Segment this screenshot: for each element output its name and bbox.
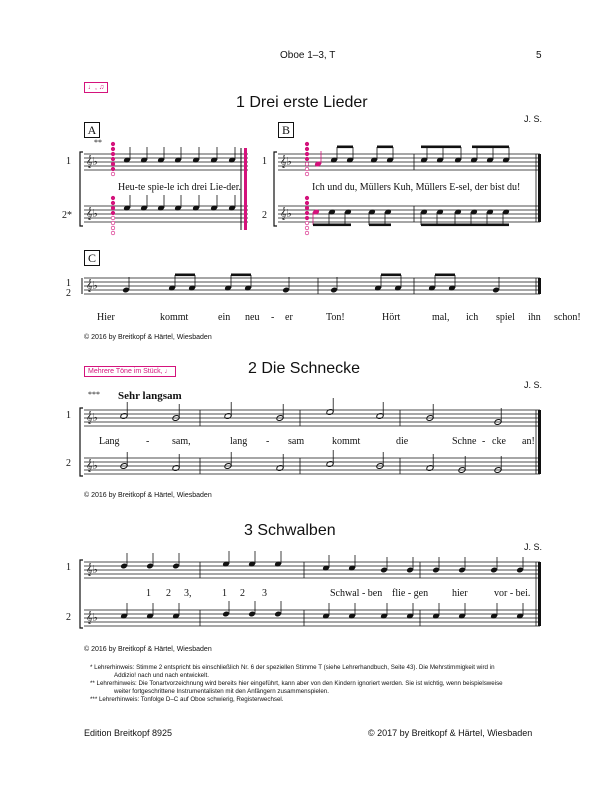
clef-key-signature: 𝄞♭	[86, 279, 98, 292]
lyric-syllable: ich	[466, 312, 479, 323]
fingering-dot	[305, 162, 309, 166]
lyric-syllable: Lang	[99, 436, 120, 447]
fingering-dot	[111, 211, 115, 215]
staff-label: 1	[66, 410, 71, 421]
system-bracket	[80, 560, 83, 628]
copyright: © 2016 by Breitkopf & Härtel, Wiesbaden	[84, 492, 212, 499]
system-bracket	[80, 408, 83, 476]
beam	[435, 274, 455, 277]
lyric-syllable: Schne	[452, 436, 477, 447]
lyric-syllable: er	[285, 312, 293, 323]
song-title: 2 Die Schnecke	[248, 360, 361, 377]
footnote-line: * Lehrerhinweis: Stimme 2 entspricht bis einschließlich Nr. 6 der speziellen Stimme T (siehe Lehrerhandbuch, Seite 43). Die Mehrstimmigkeit wird in	[90, 664, 495, 671]
lyric-syllable: an!	[522, 436, 535, 447]
beam	[231, 274, 251, 277]
lyric-syllable: 2	[166, 588, 171, 599]
fingering-dot	[305, 172, 309, 176]
fingering-dot	[305, 196, 309, 200]
fingering-dot	[305, 206, 309, 210]
lyric-syllable: Schwal - ben	[330, 588, 383, 599]
staff-label: 2	[262, 210, 267, 221]
final-barline	[538, 410, 541, 474]
system-bracket	[274, 152, 277, 226]
clef-key-signature: 𝄞♭	[86, 563, 98, 576]
fingering-dot	[305, 201, 309, 205]
copyright: © 2016 by Breitkopf & Härtel, Wiesbaden	[84, 334, 212, 341]
footnote-line: weiter fortgeschrittene Instrumentalisten mit den Anfängern zusammenspielen.	[114, 688, 329, 695]
fingering-dot	[111, 172, 115, 176]
footnote-line: ** Lehrerhinweis: Die Tonartvorzeichnung wird bereits hier eingeführt, kann aber von den Kindern ignoriert werden. Sie ist wichtig, wenn beispielsweise	[90, 680, 503, 687]
beam	[421, 224, 509, 227]
beam	[313, 224, 351, 227]
lyric-syllable: mal,	[432, 312, 450, 323]
footnote-marker: **	[94, 138, 102, 147]
beam	[381, 274, 401, 277]
lyric-syllable: vor - bei.	[494, 588, 531, 599]
staff-label: 2	[66, 612, 71, 623]
fingering-dot	[111, 221, 115, 225]
final-barline	[538, 278, 541, 294]
lyric-syllable: flie - gen	[392, 588, 429, 599]
lyric-syllable: ihn	[528, 312, 541, 323]
lyric-syllable: ein	[218, 312, 231, 323]
fingering-dot	[111, 206, 115, 210]
beam	[472, 146, 509, 149]
fingering-dot	[305, 221, 309, 225]
lyric-syllable: neu	[245, 312, 260, 323]
fingering-dot	[305, 216, 309, 220]
song-title: 1 Drei erste Lieder	[236, 94, 368, 111]
lyric-syllable: -	[146, 436, 150, 447]
fingering-dot	[305, 211, 309, 215]
lyric-syllable: 3	[262, 588, 267, 599]
lyric-syllable: sam,	[172, 436, 191, 447]
clef-key-signature: 𝄞♭	[86, 411, 98, 424]
lyric-syllable: 1	[222, 588, 227, 599]
fingering-dot	[111, 167, 115, 171]
clef-key-signature: 𝄞♭	[86, 459, 98, 472]
staff-label: 1	[262, 156, 267, 167]
rhythm-tag: ♩, ♫	[84, 82, 108, 93]
fingering-dot	[111, 231, 115, 235]
fingering-dot	[111, 162, 115, 166]
lyric-syllable: kommt	[332, 436, 361, 447]
composer: J. S.	[524, 114, 543, 124]
lyric-syllable: -	[482, 436, 486, 447]
fingering-dot	[305, 226, 309, 230]
edition-label: Edition Breitkopf 8925	[84, 728, 173, 738]
footer-copyright: © 2017 by Breitkopf & Härtel, Wiesbaden	[368, 728, 533, 738]
beam	[421, 146, 461, 149]
final-barline	[538, 562, 541, 626]
staff-label: 1	[66, 278, 71, 289]
lyric-syllable: -	[271, 312, 275, 323]
lyric-syllable: sam	[288, 436, 305, 447]
lyric-syllable: Ton!	[326, 312, 345, 323]
fingering-dot	[111, 216, 115, 220]
footnote-line: Addizio! nach und nach entwickelt.	[114, 672, 209, 679]
staff-label: 1	[66, 156, 71, 167]
lyric-syllable: kommt	[160, 312, 189, 323]
lyric-syllable: schon!	[554, 312, 581, 323]
lyric-syllable: hier	[452, 588, 468, 599]
beam	[175, 274, 195, 277]
rehearsal-mark-b: B	[278, 122, 294, 138]
lyric-syllable: 3,	[184, 588, 192, 599]
lyric-syllable: 2	[240, 588, 245, 599]
lyric-syllable: Hört	[382, 312, 401, 323]
fingering-dot	[111, 142, 115, 146]
lyric-syllable: Hier	[97, 312, 115, 323]
lyric-syllable: cke	[492, 436, 506, 447]
lyric-syllable: die	[396, 436, 409, 447]
tones-tag: Mehrere Töne im Stück, ♩	[84, 366, 176, 377]
rehearsal-mark-c: C	[84, 250, 100, 266]
lyrics-a: Heu-te spie-le ich drei Lie-der.	[118, 182, 241, 193]
fingering-dot	[111, 157, 115, 161]
running-header: Oboe 1–3, T	[280, 50, 336, 61]
clef-key-signature: 𝄞♭	[86, 611, 98, 624]
fingering-dot	[305, 142, 309, 146]
beam	[369, 224, 391, 227]
tempo-marking: Sehr langsam	[118, 390, 182, 402]
lyric-syllable: lang	[230, 436, 248, 447]
fingering-dot	[305, 167, 309, 171]
clef-key-signature: 𝄞♭	[280, 155, 292, 168]
staff-label: 2	[66, 288, 71, 299]
beam	[377, 146, 393, 149]
fingering-dot	[305, 152, 309, 156]
song-title: 3 Schwalben	[244, 522, 336, 539]
staff-label: 2*	[62, 210, 72, 221]
clef-key-signature: 𝄞♭	[86, 207, 98, 220]
lyric-syllable: spiel	[496, 312, 515, 323]
lyrics-b: Ich und du, Müllers Kuh, Müllers E-sel, der bist du!	[312, 182, 521, 193]
rehearsal-mark-a: A	[84, 122, 100, 138]
fingering-dot	[305, 231, 309, 235]
system-bracket	[80, 152, 83, 226]
footnote-line: *** Lehrerhinweis: Tonfolge D–C auf Oboe schwierig, Registerwechsel.	[90, 696, 284, 703]
staff-label: 2	[66, 458, 71, 469]
fingering-dot	[111, 152, 115, 156]
fingering-dot	[111, 226, 115, 230]
fingering-dot	[111, 201, 115, 205]
clef-key-signature: 𝄞♭	[280, 207, 292, 220]
final-barline	[538, 154, 541, 222]
pink-barline	[244, 148, 247, 230]
beam	[337, 146, 353, 149]
fingering-dot	[111, 147, 115, 151]
footnote-marker: ***	[88, 390, 100, 399]
clef-key-signature: 𝄞♭	[86, 155, 98, 168]
fingering-dot	[305, 157, 309, 161]
fingering-dot	[111, 196, 115, 200]
fingering-dot	[305, 147, 309, 151]
copyright: © 2016 by Breitkopf & Härtel, Wiesbaden	[84, 646, 212, 653]
lyric-syllable: -	[266, 436, 270, 447]
composer: J. S.	[524, 542, 543, 552]
page-number: 5	[536, 50, 542, 61]
lyric-syllable: 1	[146, 588, 151, 599]
staff-label: 1	[66, 562, 71, 573]
composer: J. S.	[524, 380, 543, 390]
